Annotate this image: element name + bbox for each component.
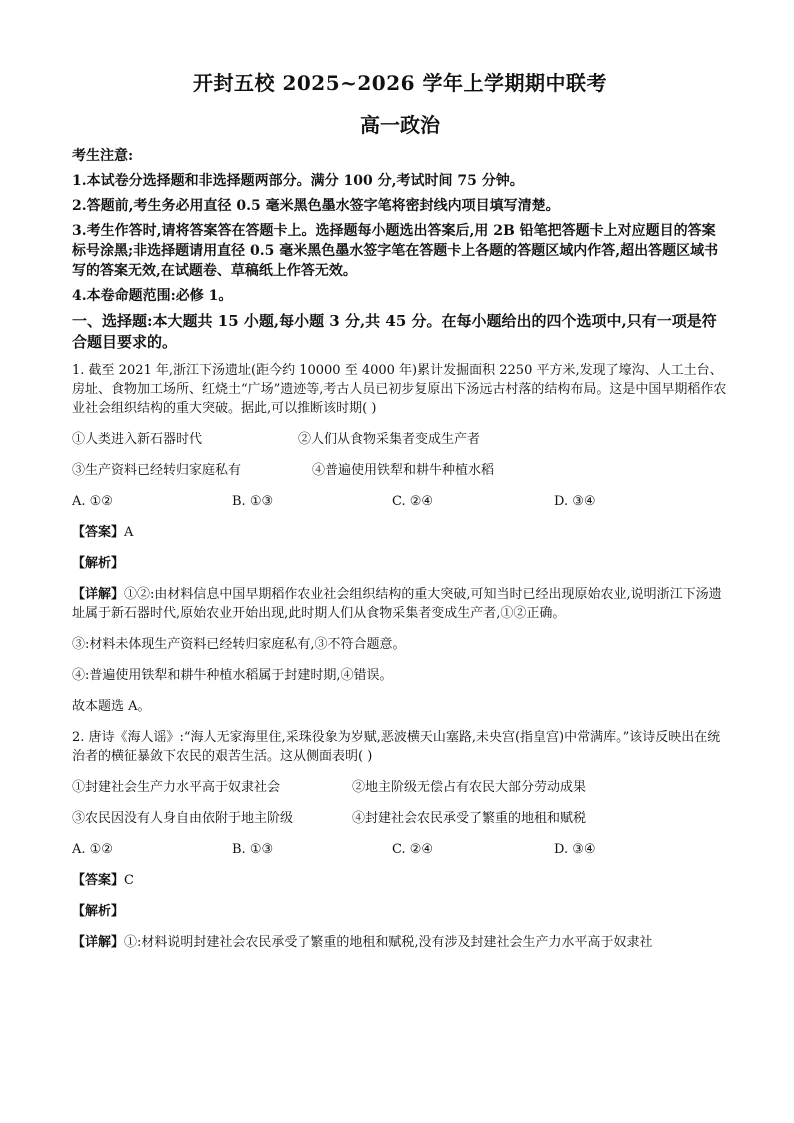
question-2-choices [72, 840, 728, 859]
exam-page [72, 68, 728, 952]
notice-item: 3.考生作答时,请将答案答在答题卡上。选择题每小题选出答案后,用 2B 铅笔把答题卡上对应题目的答案标号涂黑;非选择题请用直径 0.5 毫米黑色墨水签字笔在答题卡上各题的答题区域内作答,超出答题区域书写的答案无效,在试题卷、草稿纸上作答无效。 [72, 223, 719, 279]
question-2-analysis-label: 【解析】 [72, 904, 125, 919]
question-1-stem: 1. 截至 2021 年,浙江下汤遗址(距今约 10000 至 4000 年)累计发掘面积 2250 平方米,发现了壕沟、人工土台、房址、食物加工场所、红烧土“广场”遗迹等,考古人员已初步复原出下汤远古村落的结构布局。这是中国早期稻作农业社会组织结构的重大突破。据此,可以推断该时期( ) [72, 363, 727, 416]
notice-item: 4.本卷命题范围:必修 1。 [72, 288, 233, 304]
statement: ①人类进入新石器时代 [72, 432, 203, 447]
choice: C. ②④ [392, 842, 434, 857]
detail-label: 【详解】 [72, 587, 125, 602]
detail-text: ①:材料说明封建社会农民承受了繁重的地租和赋税,没有涉及封建社会生产力水平高于奴隶社 [124, 935, 653, 950]
question-1-detail [72, 585, 728, 623]
statement: ②人们从食物采集者变成生产者 [298, 432, 481, 447]
answer-value: C [124, 873, 134, 888]
statement: ④封建社会农民承受了繁重的地租和赋税 [352, 811, 587, 826]
question-2-stem: 2. 唐诗《海人谣》:“海人无家海里住,采珠役象为岁赋,恶波横天山塞路,未央宫(指皇宫)中常满库。”该诗反映出在统治者的横征暴敛下农民的艰苦生活。这从侧面表明( ) [72, 730, 721, 764]
section-heading: 一、选择题:本大题共 15 小题,每小题 3 分,共 45 分。在每小题给出的四个选项中,只有一项是符合题目要求的。 [72, 312, 717, 351]
notice-heading: 考生注意: [72, 148, 134, 164]
notice-item: 1.本试卷分选择题和非选择题两部分。满分 100 分,考试时间 75 分钟。 [72, 173, 524, 189]
question-2-detail [72, 933, 728, 952]
question-1-answer [72, 523, 728, 542]
question-1-conclusion: 故本题选 A。 [72, 699, 151, 714]
exam-subject: 高一政治 [360, 113, 440, 137]
choice: C. ②④ [392, 494, 434, 509]
question-1-statements [72, 430, 728, 449]
choice: D. ③④ [554, 494, 596, 509]
detail-text: ①②:由材料信息中国早期稻作农业社会组织结构的重大突破,可知当时已经出现原始农业,说明浙江下汤遗址属于新石器时代,原始农业开始出现,此时期人们从食物采集者变成生产者,①②正确。 [72, 587, 722, 621]
detail-label: 【详解】 [72, 935, 125, 950]
question-2-statements [72, 809, 728, 828]
answer-value: A [124, 525, 134, 540]
question-1-choices [72, 492, 728, 511]
question-1-detail-line: ④:普遍使用铁犁和耕牛种植水稻属于封建时期,④错误。 [72, 668, 393, 683]
choice: A. ①② [72, 494, 113, 509]
notice-item: 2.答题前,考生务必用直径 0.5 毫米黑色墨水签字笔将密封线内项目填写清楚。 [72, 198, 560, 214]
choice: B. ①③ [232, 494, 274, 509]
question-1-analysis-label: 【解析】 [72, 556, 125, 571]
answer-label: 【答案】 [72, 525, 125, 540]
question-2-statements [72, 778, 728, 797]
question-1-detail-line: ③:材料未体现生产资料已经转归家庭私有,③不符合题意。 [72, 637, 406, 652]
statement: ③农民因没有人身自由依附于地主阶级 [72, 811, 294, 826]
choice: D. ③④ [554, 842, 596, 857]
choice: B. ①③ [232, 842, 274, 857]
choice: A. ①② [72, 842, 113, 857]
statement: ④普遍使用铁犁和耕牛种植水稻 [312, 463, 495, 478]
statement: ③生产资料已经转归家庭私有 [72, 463, 242, 478]
statement: ②地主阶级无偿占有农民大部分劳动成果 [352, 780, 587, 795]
question-1-statements [72, 461, 728, 480]
exam-title: 开封五校 2025~2026 学年上学期期中联考 [192, 71, 607, 95]
statement: ①封建社会生产力水平高于奴隶社会 [72, 780, 281, 795]
question-2-answer [72, 871, 728, 890]
answer-label: 【答案】 [72, 873, 125, 888]
